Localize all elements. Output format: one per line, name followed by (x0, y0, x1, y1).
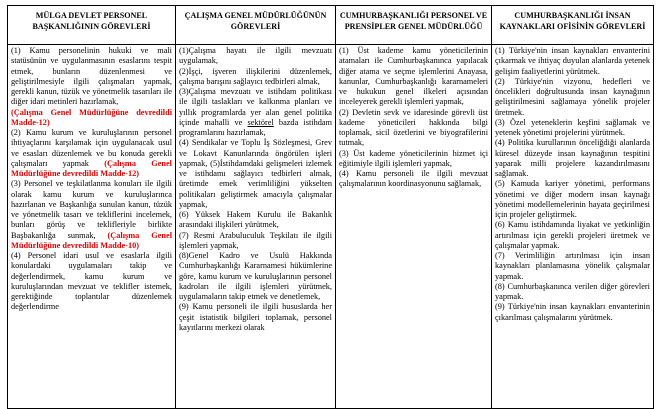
duty-paragraph: (1) Üst kademe kamu yöneticilerinin atamaları ile Cumhurbaşkanınca yapılacak diğer atama ve seçme işlemlerini Anayasa, kanunlar, Cumhurbaşkanlığı kararnameleri ve hukukun genel ilkeleri açısından inceleyerek gerekli işlemleri yapmak, (339, 46, 488, 107)
duty-paragraph: (6) Kamu istihdamında liyakat ve yetkinliğin artırılması için gerekli projeleri üretmek ve çalışmalar yapmak. (495, 220, 650, 250)
cell-devlet-personel (8, 45, 176, 409)
document-page (7, 5, 653, 403)
duty-paragraph (179, 87, 332, 138)
header-row (8, 6, 654, 45)
duty-paragraph: (8)Genel Kadro ve Usulü Hakkında Cumhurbaşkanlığı Kararnamesi hükümlerine göre, kamu kurum ve kuruluşlarının personel kadroları ile ilgili işlemleri yürütmek, uygulamaların takip etmek ve denetlemek, (179, 251, 332, 301)
duty-paragraph (11, 46, 172, 128)
cell-insan-kaynaklari (492, 45, 654, 409)
duty-paragraph (11, 179, 172, 251)
duty-paragraph: (4) Personel idari usul ve esaslarla ilgili konulardaki uygulamaları takip ve değerlendirmek, kamu kurum ve kuruluşlarından mevzuat ve teklifler istemek, gerektiğinde toplantılar düzenlemek değerlendirme (11, 251, 172, 312)
duty-text: bazda istihdam programlarını hazırlamak, (179, 117, 332, 137)
cell-personel-prensipler (336, 45, 492, 409)
transfer-note: (Çalışma Genel Müdürlüğüne devredildi Madde-12) (11, 107, 172, 127)
duty-paragraph: (5) Kamuda kariyer yönetimi, performans yönetimi ve diğer modern insan kaynağı yönetimi modellemelerinin hayata geçirilmesi için projeler geliştirmek. (495, 179, 650, 219)
duty-paragraph: (1)Çalışma hayatı ile ilgili mevzuatı uygulamak, (179, 46, 332, 66)
duty-paragraph: (4) Sendikalar ve Toplu İş Sözleşmesi, Grev ve Lokavt Kanunlarında öngörülen işleri yapmak, (5)İstihdamdaki gelişmeleri izlemek ve istihdamı sağlayıcı tedbirleri almak, üretimde emek verimliliğini yükselten politikaları geliştirmek amacıyla çalışmalar yapmak, (179, 138, 332, 209)
cell-calisma-genel (176, 45, 336, 409)
duty-paragraph: (4) Kamu personeli ile ilgili mevzuat çalışmalarının koordinasyonunu sağlamak, (339, 169, 488, 189)
duty-paragraph: (7) Verimliliğin artırılması için insan kaynakları planlamasına yönelik çalışmalar yapmak. (495, 251, 650, 281)
duty-paragraph: (9) Kamu personeli ile ilgili hususlarda her çeşit istatistik bilgileri toplamak, personel kayıtlarını merkezi olarak (179, 302, 332, 332)
duties-comparison-table (7, 5, 654, 409)
duty-paragraph: (2)İşçi, işveren ilişkilerini düzenlemek, çalışma barışını sağlayıcı tedbirleri almak, (179, 66, 332, 86)
header-personel-prensipler: CUMHURBAŞKANLIĞI PERSONEL VE PRENSİPLER GENEL MÜDÜRLÜĞÜ (336, 6, 492, 45)
duty-text: (2) Kamu kurum ve kuruluşlarının personel ihtiyaçlarını karşılamak için uygulanacak usul ve esasları düzenlemek ve bu konuda gerekli çalışmaları yapmak (11, 128, 172, 168)
body-row (8, 45, 654, 409)
transfer-note: (Çalışma Genel Müdürlüğüne devredildi Madde-12) (11, 158, 172, 178)
duty-text: (3) Personel ve teşkilatlanma konuları ile ilgili olarak kamu kurum ve kuruluşlarınca hazırlanan ve Başkanlığa sunulan kanun, tüzük ve yönetmelik tasarı ve tekliflerini incelemek, bunları görüş ve teklifleriyle birlikte Başbakanlığa sunmak, (11, 179, 172, 240)
header-calisma-genel: ÇALIŞMA GENEL MÜDÜRLÜĞÜNÜN GÖREVLERİ (176, 6, 336, 45)
duty-paragraph: (6) Yüksek Hakem Kurulu ile Bakanlık arasındaki ilişkileri yürütmek, (179, 210, 332, 230)
duty-text: (3)Çalışma mevzuatı ve istihdam politikası ile ilgili taslakları ve kalkınma planları ve yıllık programlarda yer alan genel politika içinde mahalli ve (179, 87, 332, 127)
underlined-word: sektörel (247, 117, 274, 127)
duty-paragraph: (2) Devletin sevk ve idaresinde görevli üst kademe yöneticileri hakkında bilgi toplamak, sicil özetlerini ve biyografilerini tutmak, (339, 107, 488, 148)
duty-paragraph: (1) Türkiye'nin insan kaynakları envanterini çıkarmak ve ihtiyaç duyulan alanlarda yetenek gelişim faaliyetlerini yürütmek. (495, 46, 650, 76)
duty-paragraph (11, 128, 172, 179)
duty-paragraph: (9) Türkiye'nin insan kaynakları envanterinin çıkarılması çalışmalarını yürütmek. (495, 302, 650, 322)
duty-paragraph: (3) Özel yeteneklerin keşfini sağlamak ve yetenek yönetimi projelerini yürütmek. (495, 117, 650, 137)
header-insan-kaynaklari: CUMHURBAŞKANLIĞI İNSAN KAYNAKLARI OFİSİNİN GÖREVLERİ (492, 6, 654, 45)
duty-paragraph: (2) Türkiye'nin vizyonu, hedefleri ve öncelikleri doğrultusunda insan kaynağının geliştirilmesini sağlamaya yönelik projeler üretmek. (495, 76, 650, 117)
duty-paragraph: (8) Cumhurbaşkanınca verilen diğer görevleri yapmak. (495, 281, 650, 301)
duty-paragraph: (7) Resmi Arabuluculuk Teşkilatı ile ilgili işlemleri yapmak, (179, 230, 332, 250)
transfer-note: (Çalışma Genel Müdürlüğüne devredildi Madde-10) (11, 230, 172, 250)
duty-paragraph: (4) Politika kurullarının önceliğdiği alanlarda küresel düzeyde insan kaynağının tespitini yaparak milli projelere kazandırılmasını sağlamak. (495, 138, 650, 178)
duty-text: (1) Kamu personelinin hukuki ve mali statüsünün ve uygulanmasının esaslarını tespit etmek, bunların düzenlenmesi ve geliştirilmesiyle ilgili çalışmaları yapmak, gerekli kanun, tüzük ve yönetmelik tasarıları ile diğer idari metinleri hazırlamak, (11, 46, 172, 107)
duty-paragraph: (3) Üst kademe yöneticilerinin hizmet içi eğitimiyle ilgili işlemleri yapmak, (339, 148, 488, 168)
header-devlet-personel: MÜLGA DEVLET PERSONEL BAŞKANLIĞININ GÖREVLERİ (8, 6, 176, 45)
